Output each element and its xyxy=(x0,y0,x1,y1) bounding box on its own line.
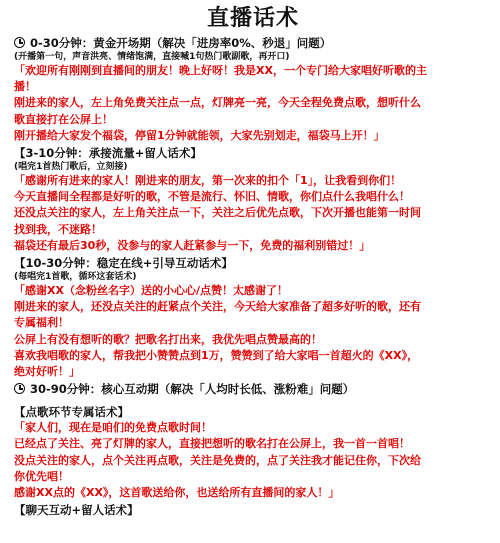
script-line: 找到我，不迷路！ xyxy=(14,222,102,236)
script-line: 专属福利！ xyxy=(14,316,69,330)
script-line: 播！ xyxy=(14,80,36,94)
section-heading-0-30 xyxy=(14,36,492,51)
section-note: (唱完1首热门歌后，立刻接) xyxy=(14,162,128,173)
script-line: 「感谢所有进来的家人！刚进来的朋友，第一次来的扣个「1」，让我看到你们！ xyxy=(14,174,402,188)
section-note: (每唱完1首歌，循环这套话术) xyxy=(14,272,137,283)
spacer xyxy=(14,397,492,403)
script-line: 刚进来的家人，还没点关注的赶紧点个关注，今天给大家准备了超多好听的歌，还有 xyxy=(14,300,421,314)
script-line: 绝对好听！」 xyxy=(14,365,80,379)
script-line: 刚进来的家人，左上角免费关注点一点，灯牌亮一亮，今天全程免费点歌，想听什么 xyxy=(14,96,421,110)
script-line: 「感谢XX（念粉丝名字）送的小心心/点赞！太感谢了！ xyxy=(14,284,288,298)
script-line: 「家人们，现在是咱们的免费点歌时间！ xyxy=(14,421,212,435)
section-note: (开播第一句，声音洪亮、情绪饱满，直接喊1句热门歌副歌，再开口) xyxy=(14,52,290,62)
script-line: 已经点了关注、亮了灯牌的家人，直接把想听的歌名打在公屏上，我一首一首唱！ xyxy=(14,437,410,451)
script-block-interaction xyxy=(14,283,492,380)
page-title: 直播话术 xyxy=(206,6,299,31)
section-heading-chat: 【聊天互动+留人话术】 xyxy=(14,503,139,518)
script-line: 你优先唱！ xyxy=(14,469,69,483)
script-line: 感谢XX点的《XX》，这首歌送给你，也送给所有直播间的家人！」 xyxy=(14,486,340,500)
script-line: 今天直播间全程都是好听的歌，不管是流行、怀旧、情歌，你们点什么我唱什么！ xyxy=(14,190,410,204)
script-line: 福袋还有最后30秒，没参与的家人赶紧参与一下，免费的福利别错过！」 xyxy=(14,238,371,252)
section-heading-30-90 xyxy=(14,382,492,397)
script-line: 喜欢我唱歌的家人，帮我把小赞赞点到1万，赞赞到了给大家唱一首超火的《XX》， xyxy=(14,348,419,362)
clock-icon xyxy=(14,37,25,48)
section-heading-10-30: 【10-30分钟：稳定在线+引导互动话术】 xyxy=(14,256,233,271)
heading-text: 0-30分钟：黄金开场期（解决「进房率0%、秒退」问题） xyxy=(30,36,332,50)
heading-text: 30-90分钟：核心互动期（解决「人均时长低、涨粉难」问题） xyxy=(30,382,355,397)
clock-icon xyxy=(14,383,25,394)
script-line: 歌直接打在公屏上！ xyxy=(14,112,113,126)
section-heading-3-10: 【3-10分钟：承接流量+留人话术】 xyxy=(14,146,202,161)
script-line: 没点关注的家人，点个关注再点歌，关注是免费的，点了关注我才能记住你，下次给 xyxy=(14,453,421,467)
section-heading-song-request: 【点歌环节专属话术】 xyxy=(14,405,129,420)
script-line: 「欢迎所有刚刚到直播间的朋友！晚上好呀！我是XX，一个专门给大家唱好听歌的主 xyxy=(14,64,427,77)
script-block-opening xyxy=(14,63,492,144)
script-line: 刚开播给大家发个福袋，停留1分钟就能领，大家先别划走，福袋马上开！」 xyxy=(14,128,385,142)
script-line: 还没点关注的家人，左上角关注点一下，关注之后优先点歌，下次开播也能第一时间 xyxy=(14,206,421,220)
script-line: 公屏上有没有想听的歌？把歌名打出来，我优先唱点赞最高的！ xyxy=(14,332,322,346)
script-block-song-request xyxy=(14,420,492,501)
script-block-retention xyxy=(14,173,492,254)
